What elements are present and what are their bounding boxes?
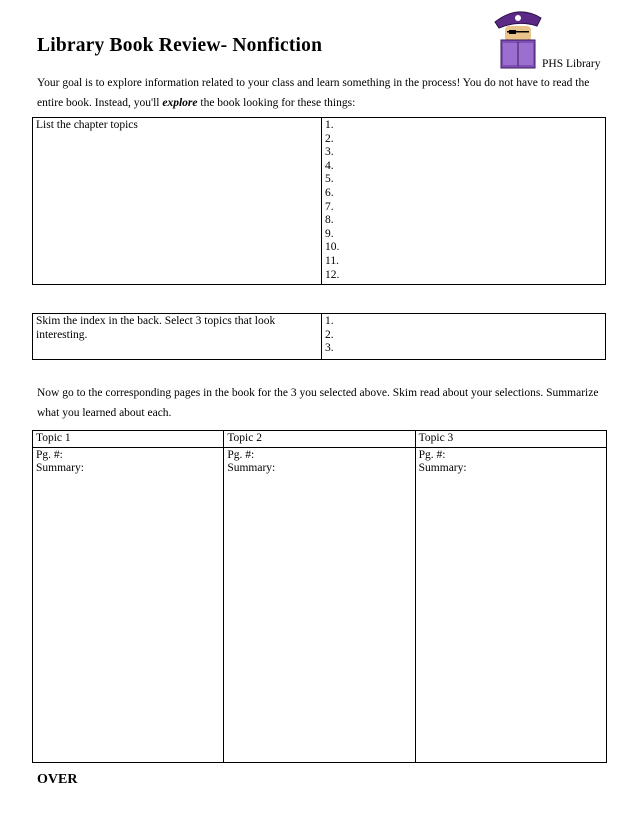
topic-1-header: Topic 1 [33,431,224,448]
topic-2-summary-label: Summary: [227,462,276,475]
topic-3-page-label: Pg. #: [418,448,446,461]
list-item: 3. [325,146,334,159]
list-item: 10. [325,241,340,254]
list-item: 7. [325,200,334,213]
summary-instructions: Now go to the corresponding pages in the book for the 3 you selected above. Skim read about your selections. Summarize what you learned about each. [37,387,599,419]
over-footer: OVER [37,772,78,787]
index-prompt: Skim the index in the back. Select 3 topics that look interesting. [33,314,322,360]
intro-text [37,73,612,113]
list-item: 2. [325,328,334,341]
list-item: 9. [325,227,334,240]
index-answer-cell[interactable] [322,314,606,360]
topic-1-summary-label: Summary: [36,462,84,475]
list-item: 4. [325,159,334,172]
chapter-number-list [325,119,602,282]
page-title: Library Book Review- Nonfiction [37,35,323,56]
list-item: 1. [325,119,334,131]
list-item: 8. [325,214,334,227]
topic-2-header: Topic 2 [224,431,415,448]
intro-emphasis: explore [162,97,198,109]
list-item: 1. [325,315,334,327]
pirate-mascot-logo [493,6,543,70]
intro-part1: Your goal is to explore information related to your class and learn something in the process! You do not have to read the entire book. Instead, you'll [37,77,590,109]
index-topics-table [32,313,606,360]
chapter-topics-prompt: List the chapter topics [33,118,322,285]
topic-2-page-label: Pg. #: [227,448,255,461]
topic-3-header: Topic 3 [415,431,606,448]
topic-1-page-label: Pg. #: [36,448,63,461]
topic-summary-table [32,430,607,763]
topic-2-cell[interactable] [224,447,415,762]
topic-1-cell[interactable] [33,447,224,762]
list-item: 2. [325,132,334,145]
intro-part2: the book looking for these things: [197,97,356,109]
logo-label: PHS Library [542,58,601,70]
index-number-list [325,315,602,356]
list-item: 5. [325,173,334,186]
topic-3-summary-label: Summary: [418,462,467,475]
topic-3-cell[interactable] [415,447,606,762]
list-item: 12. [325,268,340,281]
list-item: 6. [325,186,334,199]
list-item: 3. [325,342,334,355]
chapter-topics-table [32,117,606,285]
chapter-topics-answer-cell[interactable] [322,118,606,285]
list-item: 11. [325,254,339,267]
